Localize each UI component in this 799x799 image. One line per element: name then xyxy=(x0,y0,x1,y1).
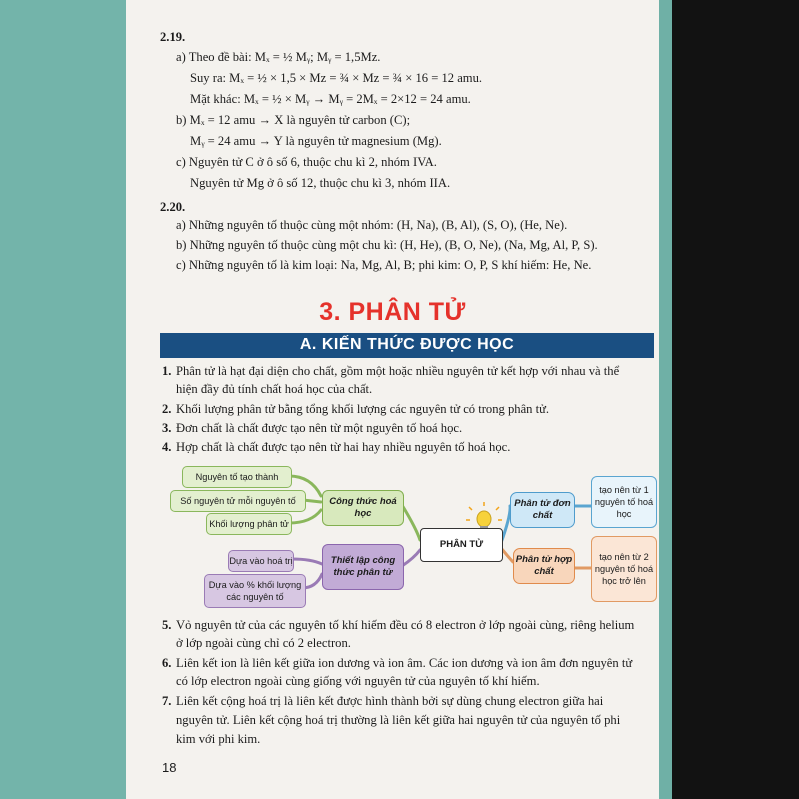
section-subtitle: A. KIẾN THỨC ĐƯỢC HỌC xyxy=(299,336,515,353)
box-cong-thuc-hoa-hoc: Công thức hoá học xyxy=(322,490,404,526)
box-don-chat-desc: tạo nên từ 1 nguyên tố hoá học xyxy=(591,476,657,528)
point-3: Đơn chất là chất được tạo nên từ một nguyên tố hoá học. xyxy=(176,421,463,435)
box-phan-tu-don-chat: Phân tử đơn chất xyxy=(510,492,575,528)
point-4: Hợp chất là chất được tạo nên từ hai hay nhiều nguyên tố hoá học. xyxy=(176,440,511,454)
book-page xyxy=(126,0,659,799)
exercise-label-2-20: 2.20. xyxy=(160,200,186,214)
point-1-number: 1. xyxy=(162,364,172,378)
point-4-number: 4. xyxy=(162,440,172,454)
point-3-number: 3. xyxy=(162,421,172,435)
lightbulb-icon xyxy=(466,502,502,531)
point-7-line3: kim với phi kim. xyxy=(176,732,261,746)
exercise-label-2-19: 2.19. xyxy=(160,30,186,44)
point-2-number: 2. xyxy=(162,402,172,416)
background-left xyxy=(0,0,126,799)
background-dark xyxy=(672,0,799,799)
ex219-a-line1: a) Theo đề bài: Mₓ = ½ Mᵧ; Mᵧ = 1,5Mᴢ. xyxy=(176,50,381,64)
point-5-line1: Vỏ nguyên tử của các nguyên tố khí hiếm đều có 8 electron ở lớp ngoài cùng, riêng helium xyxy=(176,618,635,632)
ex220-c: c) Những nguyên tố là kim loại: Na, Mg, Al, B; phi kim: O, P, S khí hiếm: He, Ne. xyxy=(176,258,592,272)
ex219-b-line2: Mᵧ = 24 amu → Y là nguyên tử magnesium (Mg). xyxy=(190,134,442,148)
point-5-line2: ở lớp ngoài cùng chỉ có 2 electron. xyxy=(176,636,351,650)
point-7-line1: Liên kết cộng hoá trị là liên kết được hình thành bởi sự dùng chung electron giữa hai xyxy=(176,694,604,708)
point-2: Khối lượng phân tử bằng tổng khối lượng các nguyên tử có trong phân tử. xyxy=(176,402,550,416)
ex220-a: a) Những nguyên tố thuộc cùng một nhóm: (H, Na), (B, Al), (S, O), (He, Ne). xyxy=(176,218,568,232)
page-number: 18 xyxy=(162,760,177,775)
ex219-a-line3: Mặt khác: Mₓ = ½ × Mᵧ → Mᵧ = 2Mₓ = 2×12 = 24 amu. xyxy=(190,92,471,106)
point-6-number: 6. xyxy=(162,656,172,670)
mind-map xyxy=(126,460,659,620)
box-dua-vao-hoa-tri: Dựa vào hoá trị xyxy=(228,550,294,572)
point-6-line2: có lớp electron ngoài cùng giống với nguyên tử của nguyên tố khí hiếm. xyxy=(176,674,540,688)
box-so-nguyen-tu: Số nguyên tử mỗi nguyên tố xyxy=(170,490,306,512)
ex219-c-line1: c) Nguyên tử C ở ô số 6, thuộc chu kì 2, nhóm IVA. xyxy=(176,155,437,169)
center-phan-tu: PHÂN TỬ xyxy=(420,528,503,562)
box-dua-vao-khoi-luong: Dựa vào % khối lượng các nguyên tố xyxy=(204,574,306,608)
ex219-b-line1: b) Mₓ = 12 amu → X là nguyên tử carbon (C); xyxy=(176,113,411,127)
point-7-number: 7. xyxy=(162,694,172,708)
box-phan-tu-hop-chat: Phân tử hợp chất xyxy=(513,548,575,584)
box-hop-chat-desc: tạo nên từ 2 nguyên tố hoá học trở lên xyxy=(591,536,657,602)
point-1-line1: Phân tử là hạt đại diện cho chất, gồm một hoặc nhiều nguyên tử kết hợp với nhau và thể xyxy=(176,364,620,378)
box-thiet-lap-cong-thuc: Thiết lập công thức phân tử xyxy=(322,544,404,590)
ex220-b: b) Những nguyên tố thuộc cùng một chu kì: (H, He), (B, O, Ne), (Na, Mg, Al, P, S). xyxy=(176,238,598,252)
box-nguyen-to-tao-thanh: Nguyên tố tạo thành xyxy=(182,466,292,488)
point-7-line2: nguyên tử. Liên kết cộng hoá trị thường là liên kết giữa hai nguyên tử của nguyên tố phi xyxy=(176,713,621,727)
point-5-number: 5. xyxy=(162,618,172,632)
ex219-c-line2: Nguyên tử Mg ở ô số 12, thuộc chu kì 3, nhóm IIA. xyxy=(190,176,451,190)
section-subtitle-bar xyxy=(160,333,654,358)
ex219-a-line2: Suy ra: Mₓ = ½ × 1,5 × Mᴢ = ¾ × Mᴢ = ¾ × 16 = 12 amu. xyxy=(190,71,483,85)
point-6-line1: Liên kết ion là liên kết giữa ion dương và ion âm. Các ion dương và ion âm đơn nguyên tử xyxy=(176,656,633,670)
point-1-line2: hiện đầy đủ tính chất hoá học của chất. xyxy=(176,382,373,396)
section-title: 3. PHÂN TỬ xyxy=(319,298,466,326)
box-khoi-luong-phan-tu: Khối lượng phân tử xyxy=(206,513,292,535)
